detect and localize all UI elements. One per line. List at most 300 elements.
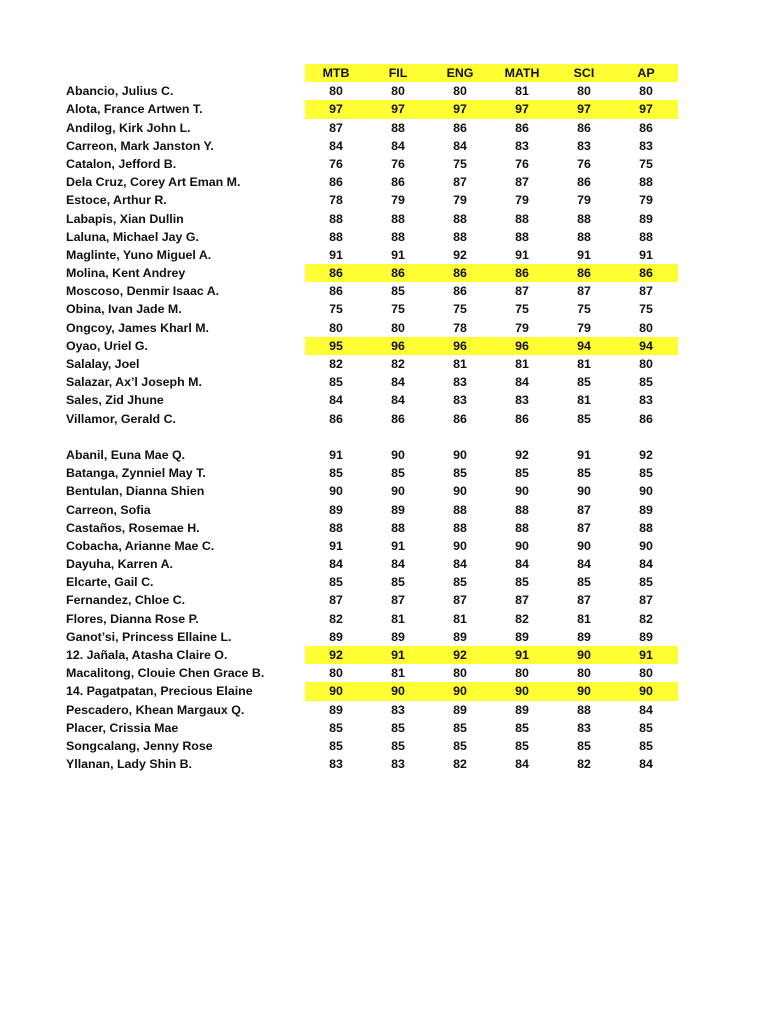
student-row: [0, 119, 768, 137]
score-cell: 85: [391, 575, 405, 590]
student-name: Molina, Kent Andrey: [66, 266, 186, 281]
student-name: Dela Cruz, Corey Art Eman M.: [66, 175, 241, 190]
score-cell: 91: [639, 247, 653, 262]
score-cell: 92: [453, 247, 467, 262]
score-cell: 91: [329, 247, 343, 262]
score-cell: 80: [639, 666, 653, 681]
student-row: [0, 282, 768, 300]
score-cell: 86: [453, 120, 467, 135]
score-cell: 91: [391, 648, 405, 662]
score-cell: 81: [515, 357, 529, 371]
score-cell: 83: [329, 757, 343, 772]
score-cell: 97: [391, 102, 405, 117]
score-cell: 85: [577, 738, 591, 753]
score-cell: 85: [577, 375, 591, 390]
student-row: [0, 628, 768, 646]
score-cell: 83: [577, 138, 591, 153]
score-cell: 85: [329, 375, 343, 390]
score-cell: 97: [329, 102, 343, 117]
score-cell: 90: [577, 648, 591, 662]
score-cell: 85: [577, 466, 591, 481]
score-cell: 75: [639, 302, 653, 317]
score-cell: 86: [329, 284, 343, 299]
score-cell: 89: [453, 702, 467, 717]
group-separator: [0, 428, 768, 446]
score-cell: 85: [515, 466, 529, 481]
score-cell: 85: [329, 738, 343, 753]
score-cell: 85: [453, 466, 467, 481]
score-cell: 91: [329, 447, 343, 462]
student-name: Placer, Crissia Mae: [66, 720, 179, 735]
score-cell: 83: [515, 138, 529, 153]
score-cell: 87: [577, 502, 591, 517]
score-cell: 89: [329, 702, 343, 717]
score-cell: 79: [515, 193, 529, 208]
score-cell: 87: [329, 593, 343, 608]
score-cell: 85: [391, 738, 405, 753]
student-name: Oyao, Uriel G.: [66, 338, 148, 353]
score-cell: 78: [453, 320, 467, 335]
score-cell: 97: [515, 102, 529, 117]
score-cell: 85: [329, 720, 343, 735]
score-cell: 84: [329, 557, 343, 572]
student-name: Macalitong, Clouie Chen Grace B.: [66, 666, 265, 681]
score-cell: 91: [391, 247, 405, 262]
student-row: [0, 537, 768, 555]
score-cell: 86: [639, 266, 653, 281]
score-cell: 80: [577, 84, 591, 99]
student-name: Villamor, Gerald C.: [66, 411, 176, 426]
score-cell: 84: [329, 393, 343, 408]
student-name: Alota, France Artwen T.: [66, 102, 203, 117]
score-cell: 80: [453, 84, 467, 99]
score-cell: 76: [515, 156, 529, 171]
score-cell: 87: [577, 520, 591, 535]
score-cell: 92: [639, 447, 653, 462]
score-cell: 84: [453, 557, 467, 572]
score-cell: 90: [329, 484, 343, 499]
score-cell: 81: [577, 393, 591, 408]
student-name: Elcarte, Gail C.: [66, 575, 154, 590]
student-name: Laluna, Michael Jay G.: [66, 229, 199, 244]
score-cell: 87: [515, 593, 529, 608]
student-row: [0, 319, 768, 337]
student-row: [0, 719, 768, 737]
score-cell: 82: [453, 757, 467, 772]
student-row: [0, 100, 768, 118]
score-cell: 75: [391, 302, 405, 317]
score-cell: 87: [515, 175, 529, 190]
score-cell: 94: [639, 338, 653, 353]
student-row: [0, 501, 768, 519]
score-cell: 90: [453, 684, 467, 699]
score-cell: 88: [577, 229, 591, 244]
score-cell: 88: [453, 211, 467, 226]
score-cell: 87: [639, 593, 653, 608]
student-row: [0, 137, 768, 155]
score-cell: 83: [639, 138, 653, 153]
score-cell: 89: [329, 502, 343, 517]
student-name: Obina, Ivan Jade M.: [66, 302, 182, 317]
score-cell: 86: [391, 411, 405, 426]
score-cell: 96: [453, 338, 467, 353]
score-cell: 85: [453, 720, 467, 735]
score-cell: 81: [391, 666, 405, 681]
score-cell: 79: [577, 193, 591, 208]
score-cell: 88: [391, 211, 405, 226]
student-name: Bentulan, Dianna Shien: [66, 484, 205, 499]
score-cell: 82: [639, 611, 653, 626]
score-cell: 80: [391, 320, 405, 335]
score-cell: 75: [577, 302, 591, 317]
score-cell: 90: [577, 538, 591, 553]
score-cell: 95: [329, 338, 343, 353]
score-cell: 82: [391, 357, 405, 371]
score-cell: 86: [329, 266, 343, 281]
student-row: [0, 482, 768, 500]
score-cell: 91: [577, 447, 591, 462]
score-cell: 84: [577, 557, 591, 572]
score-cell: 91: [577, 247, 591, 262]
score-cell: 90: [515, 484, 529, 499]
student-name: Dayuha, Karren A.: [66, 557, 173, 572]
score-cell: 88: [453, 502, 467, 517]
student-name: Labapis, Xian Dullin: [66, 211, 184, 226]
score-cell: 82: [515, 611, 529, 626]
score-cell: 84: [453, 138, 467, 153]
score-cell: 80: [329, 320, 343, 335]
score-cell: 79: [577, 320, 591, 335]
student-row: [0, 701, 768, 719]
header-row: [0, 64, 768, 82]
score-cell: 90: [515, 538, 529, 553]
student-row: [0, 246, 768, 264]
student-name: Moscoso, Denmir Isaac A.: [66, 284, 220, 299]
score-cell: 88: [639, 175, 653, 190]
student-name: 14. Pagatpatan, Precious Elaine: [66, 684, 253, 699]
score-cell: 80: [639, 320, 653, 335]
score-cell: 88: [391, 520, 405, 535]
score-cell: 90: [577, 484, 591, 499]
student-name: Batanga, Zynniel May T.: [66, 466, 206, 481]
student-name: Ongcoy, James Kharl M.: [66, 320, 209, 335]
student-row: [0, 355, 768, 373]
student-row: [0, 646, 768, 664]
score-cell: 97: [453, 102, 467, 117]
score-cell: 89: [639, 502, 653, 517]
student-row: [0, 228, 768, 246]
student-name: Castaños, Rosemae H.: [66, 520, 200, 535]
score-cell: 75: [639, 156, 653, 171]
student-row: [0, 300, 768, 318]
score-cell: 86: [329, 175, 343, 190]
score-cell: 84: [391, 138, 405, 153]
student-row: [0, 82, 768, 100]
score-cell: 88: [515, 520, 529, 535]
score-cell: 86: [391, 175, 405, 190]
score-cell: 88: [391, 229, 405, 244]
score-cell: 88: [453, 520, 467, 535]
score-cell: 89: [639, 629, 653, 644]
score-cell: 84: [639, 702, 653, 717]
student-name: Sales, Zid Jhune: [66, 393, 164, 408]
score-cell: 80: [453, 666, 467, 681]
score-cell: 84: [329, 138, 343, 153]
score-cell: 85: [639, 575, 653, 590]
student-name: Flores, Dianna Rose P.: [66, 611, 199, 626]
score-cell: 86: [515, 120, 529, 135]
score-cell: 88: [577, 211, 591, 226]
score-cell: 94: [577, 338, 591, 353]
score-cell: 88: [329, 211, 343, 226]
student-row: [0, 191, 768, 209]
score-cell: 75: [329, 302, 343, 317]
score-cell: 85: [639, 738, 653, 753]
score-cell: 85: [391, 720, 405, 735]
score-cell: 86: [453, 411, 467, 426]
student-name: Fernandez, Chloe C.: [66, 593, 186, 608]
score-cell: 84: [391, 393, 405, 408]
student-name: Carreon, Sofia: [66, 502, 151, 517]
score-cell: 87: [329, 120, 343, 135]
header-fil: FIL: [388, 66, 408, 80]
score-cell: 89: [391, 629, 405, 644]
score-cell: 88: [329, 520, 343, 535]
score-cell: 81: [453, 357, 467, 371]
score-cell: 84: [515, 375, 529, 390]
score-cell: 86: [329, 411, 343, 426]
score-cell: 80: [391, 84, 405, 99]
student-name: Catalon, Jefford B.: [66, 156, 177, 171]
score-cell: 89: [515, 629, 529, 644]
score-cell: 90: [639, 538, 653, 553]
score-cell: 87: [453, 593, 467, 608]
student-row: [0, 555, 768, 573]
score-cell: 90: [391, 484, 405, 499]
score-cell: 88: [639, 229, 653, 244]
score-cell: 85: [515, 738, 529, 753]
score-cell: 80: [329, 84, 343, 99]
score-cell: 86: [515, 411, 529, 426]
score-cell: 90: [515, 684, 529, 699]
score-cell: 86: [453, 266, 467, 281]
score-cell: 82: [329, 611, 343, 626]
score-cell: 85: [391, 466, 405, 481]
score-cell: 81: [453, 611, 467, 626]
score-cell: 84: [639, 557, 653, 572]
score-cell: 91: [639, 648, 653, 662]
score-cell: 90: [453, 447, 467, 462]
grade-sheet: [0, 64, 768, 773]
student-row: [0, 446, 768, 464]
score-cell: 86: [515, 266, 529, 281]
student-row: [0, 373, 768, 391]
student-row: [0, 610, 768, 628]
score-cell: 83: [577, 720, 591, 735]
student-name: Salalay, Joel: [66, 357, 140, 371]
score-cell: 88: [639, 520, 653, 535]
student-row: [0, 464, 768, 482]
score-cell: 90: [577, 684, 591, 699]
score-cell: 91: [391, 538, 405, 553]
student-name: Maglinte, Yuno Miguel A.: [66, 247, 212, 262]
score-cell: 90: [453, 484, 467, 499]
score-cell: 76: [391, 156, 405, 171]
score-cell: 90: [453, 538, 467, 553]
score-cell: 88: [329, 229, 343, 244]
score-cell: 89: [515, 702, 529, 717]
score-cell: 87: [639, 284, 653, 299]
score-cell: 83: [391, 702, 405, 717]
score-cell: 90: [639, 684, 653, 699]
score-cell: 81: [391, 611, 405, 626]
score-cell: 91: [515, 648, 529, 662]
student-name: Abanil, Euna Mae Q.: [66, 447, 186, 462]
score-cell: 76: [329, 156, 343, 171]
score-cell: 85: [515, 575, 529, 590]
student-row: [0, 573, 768, 591]
student-row: [0, 664, 768, 682]
score-cell: 89: [329, 629, 343, 644]
score-cell: 80: [329, 666, 343, 681]
student-row: [0, 737, 768, 755]
score-cell: 80: [577, 666, 591, 681]
student-row: [0, 591, 768, 609]
score-cell: 92: [329, 648, 343, 662]
score-cell: 91: [329, 538, 343, 553]
score-cell: 80: [639, 357, 653, 371]
score-cell: 88: [391, 120, 405, 135]
score-cell: 91: [515, 247, 529, 262]
score-cell: 87: [577, 284, 591, 299]
score-cell: 80: [639, 84, 653, 99]
score-cell: 79: [453, 193, 467, 208]
score-cell: 88: [515, 229, 529, 244]
score-cell: 86: [577, 175, 591, 190]
student-row: [0, 519, 768, 537]
score-cell: 86: [391, 266, 405, 281]
student-row: [0, 337, 768, 355]
student-name: Yllanan, Lady Shin B.: [66, 757, 192, 772]
score-cell: 76: [577, 156, 591, 171]
score-cell: 79: [515, 320, 529, 335]
score-cell: 90: [639, 484, 653, 499]
score-cell: 85: [329, 575, 343, 590]
score-cell: 85: [515, 720, 529, 735]
header-mtb: MTB: [322, 66, 350, 80]
score-cell: 85: [329, 466, 343, 481]
score-cell: 89: [639, 211, 653, 226]
student-row: [0, 682, 768, 700]
score-cell: 78: [329, 193, 343, 208]
score-cell: 79: [391, 193, 405, 208]
score-cell: 85: [639, 720, 653, 735]
score-cell: 89: [577, 629, 591, 644]
score-cell: 87: [515, 284, 529, 299]
score-cell: 83: [639, 393, 653, 408]
student-name: Ganot’si, Princess Ellaine L.: [66, 629, 232, 644]
score-cell: 85: [391, 284, 405, 299]
score-cell: 88: [515, 211, 529, 226]
score-cell: 92: [453, 648, 467, 662]
score-cell: 90: [391, 684, 405, 699]
student-rows: [0, 82, 768, 773]
score-cell: 85: [577, 575, 591, 590]
student-name: Carreon, Mark Janston Y.: [66, 138, 214, 153]
score-cell: 82: [329, 357, 343, 371]
score-cell: 85: [453, 738, 467, 753]
score-cell: 84: [391, 557, 405, 572]
score-cell: 83: [515, 393, 529, 408]
score-cell: 89: [391, 502, 405, 517]
score-cell: 85: [639, 375, 653, 390]
score-cell: 85: [453, 575, 467, 590]
student-row: [0, 755, 768, 773]
score-cell: 81: [577, 357, 591, 371]
score-cell: 83: [453, 393, 467, 408]
score-cell: 75: [515, 302, 529, 317]
score-cell: 87: [577, 593, 591, 608]
student-row: [0, 410, 768, 428]
score-cell: 88: [515, 502, 529, 517]
student-name: Salazar, Ax’l Joseph M.: [66, 375, 202, 390]
score-cell: 90: [391, 447, 405, 462]
score-cell: 83: [391, 757, 405, 772]
student-name: 12. Jañala, Atasha Claire O.: [66, 648, 228, 662]
score-cell: 86: [453, 284, 467, 299]
student-row: [0, 173, 768, 191]
header-sci: SCI: [573, 66, 595, 80]
student-row: [0, 264, 768, 282]
score-cell: 87: [391, 593, 405, 608]
score-cell: 81: [577, 611, 591, 626]
student-name: Estoce, Arthur R.: [66, 193, 167, 208]
score-cell: 86: [639, 411, 653, 426]
score-cell: 75: [453, 302, 467, 317]
score-cell: 81: [515, 84, 529, 99]
score-cell: 75: [453, 156, 467, 171]
student-name: Cobacha, Arianne Mae C.: [66, 538, 215, 553]
score-cell: 80: [515, 666, 529, 681]
student-name: Andilog, Kirk John L.: [66, 120, 191, 135]
score-cell: 86: [577, 266, 591, 281]
score-cell: 97: [639, 102, 653, 117]
score-cell: 88: [453, 229, 467, 244]
score-cell: 79: [639, 193, 653, 208]
score-cell: 86: [577, 120, 591, 135]
student-name: Songcalang, Jenny Rose: [66, 738, 213, 753]
header-ap: AP: [637, 66, 655, 80]
score-cell: 97: [577, 102, 591, 117]
score-cell: 92: [515, 447, 529, 462]
student-row: [0, 155, 768, 173]
score-cell: 84: [639, 757, 653, 772]
student-name: Abancio, Julius C.: [66, 84, 174, 99]
header-eng: ENG: [446, 66, 474, 80]
student-row: [0, 391, 768, 409]
score-cell: 84: [515, 557, 529, 572]
student-name: Pescadero, Khean Margaux Q.: [66, 702, 245, 717]
score-cell: 86: [639, 120, 653, 135]
score-cell: 85: [639, 466, 653, 481]
score-cell: 84: [515, 757, 529, 772]
score-cell: 87: [453, 175, 467, 190]
score-cell: 84: [391, 375, 405, 390]
score-cell: 83: [453, 375, 467, 390]
score-cell: 90: [329, 684, 343, 699]
score-cell: 88: [577, 702, 591, 717]
student-row: [0, 210, 768, 228]
